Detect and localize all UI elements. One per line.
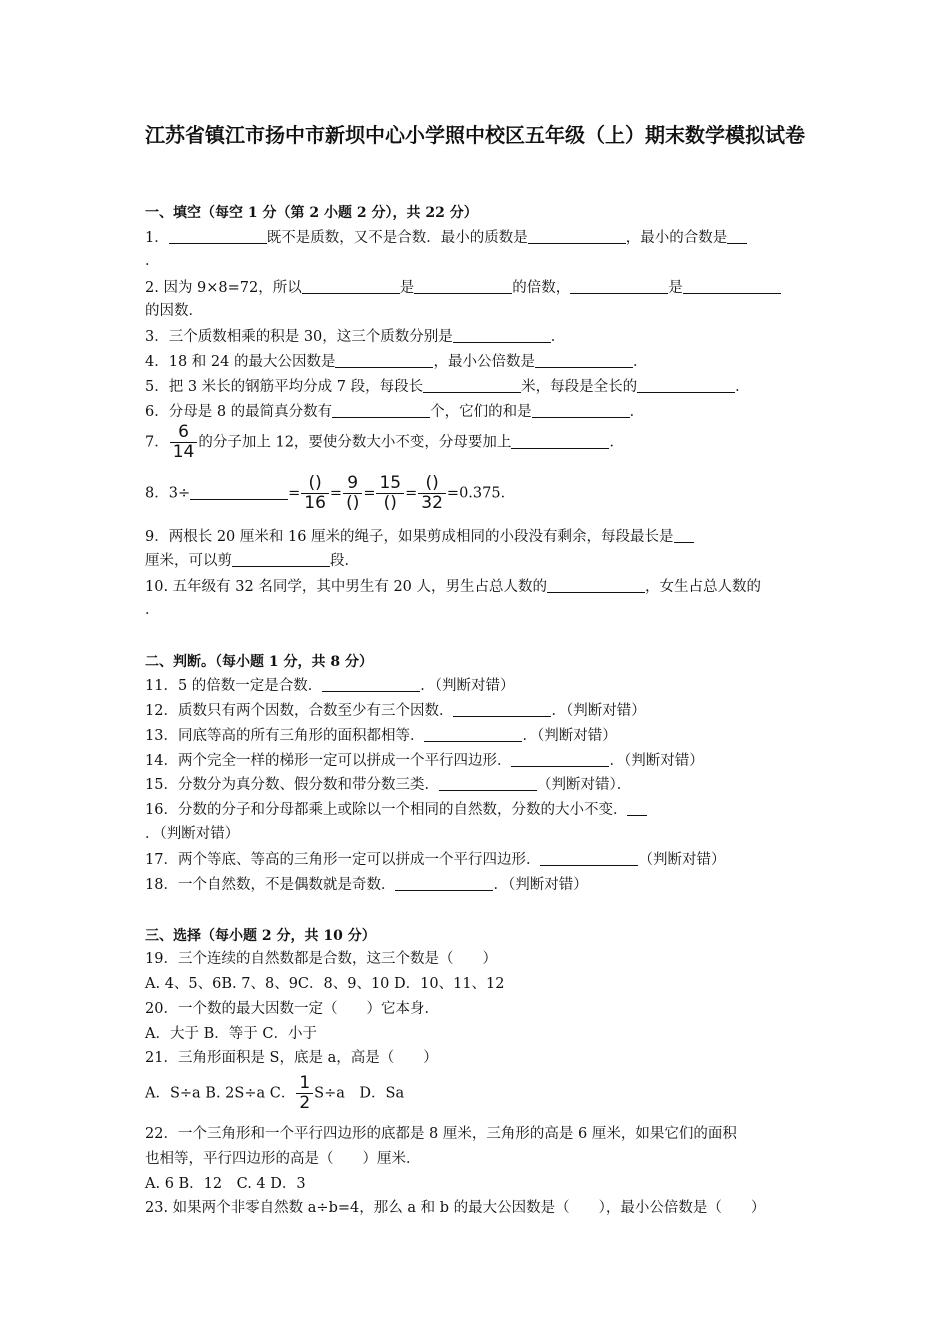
question-22-options[interactable]: A. 6 B．12 C. 4 D．3 [145, 1176, 306, 1192]
question-20: 20．一个数的最大因数一定（ ）它本身． [145, 1001, 439, 1017]
answer-blank[interactable] [190, 484, 288, 500]
question-9-cont: 厘米，可以剪 段． [145, 553, 359, 569]
section-heading-judge: 二、判断。（每小题 1 分，共 8 分） [145, 654, 373, 670]
answer-blank[interactable] [683, 278, 781, 294]
question-21-options[interactable]: A．S÷a B. 2S÷a C． $\frac{1}{2}$ S÷a D．Sa [145, 1073, 405, 1113]
question-2-end: 的因数． [145, 303, 203, 319]
answer-blank[interactable] [395, 875, 493, 891]
answer-blank[interactable] [302, 278, 400, 294]
question-3: 3．三个质数相乘的积是 30，这三个质数分别是 ． [145, 329, 566, 345]
question-15: 15．分数分为真分数、假分数和带分数三类． （判断对错）． [145, 777, 632, 793]
fraction: $\frac{()}{32}$ [418, 474, 446, 513]
fraction: $\frac{6}{14}$ [170, 423, 198, 462]
fraction: $\frac{9}{()}$ [343, 474, 362, 513]
answer-blank[interactable] [547, 577, 645, 593]
question-2: 2. 因为 9×8=72，所以 是 的倍数， 是 [145, 278, 781, 297]
exam-title: 江苏省镇江市扬中市新坝中心小学照中校区五年级（上）期末数学模拟试卷 [145, 123, 805, 147]
fraction: $\frac{()}{16}$ [301, 474, 329, 513]
question-10: 10. 五年级有 32 名同学，其中男生有 20 人，男生占总人数的 ，女生占总人数的 [145, 579, 762, 595]
answer-blank[interactable] [169, 228, 267, 244]
answer-blank[interactable] [540, 850, 638, 866]
question-10-end: ． [145, 602, 160, 618]
question-9: 9．两根长 20 厘米和 16 厘米的绳子，如果剪成相同的小段没有剩余，每段最长是 [145, 527, 694, 546]
answer-blank[interactable] [423, 377, 521, 393]
question-22: 22．一个三角形和一个平行四边形的底都是 8 厘米，三角形的高是 6 厘米，如果它们的面积 [145, 1126, 737, 1142]
question-5: 5．把 3 米长的钢筋平均分成 7 段，每段长 米，每段是全长的 ． [145, 379, 750, 395]
answer-blank[interactable] [528, 228, 626, 244]
answer-blank[interactable] [332, 402, 430, 418]
answer-blank[interactable] [414, 278, 512, 294]
answer-blank[interactable] [511, 751, 609, 767]
question-12: 12．质数只有两个因数，合数至少有三个因数． ．（判断对错） [145, 703, 646, 719]
question-1: 1． 既不是质数，又不是合数．最小的质数是 ，最小的合数是 [145, 228, 747, 247]
fraction: $\frac{1}{2}$ [296, 1074, 313, 1113]
question-7: 7． $\frac{6}{14}$ 的分子加上 12，要使分数大小不变，分母要加上 ． [145, 422, 624, 462]
answer-blank[interactable] [335, 352, 433, 368]
question-6: 6．分母是 8 的最简真分数有 个，它们的和是 ． [145, 404, 645, 420]
question-17: 17．两个等底、等高的三角形一定可以拼成一个平行四边形． （判断对错） [145, 852, 726, 868]
answer-blank[interactable] [674, 527, 694, 543]
question-16-end: ．（判断对错） [145, 826, 240, 842]
question-19: 19．三个连续的自然数都是合数，这三个数是（ ） [145, 951, 497, 967]
question-21: 21．三角形面积是 S，底是 a，高是（ ） [145, 1050, 438, 1066]
answer-blank[interactable] [232, 551, 330, 567]
answer-blank[interactable] [570, 278, 668, 294]
answer-blank[interactable] [453, 701, 551, 717]
question-20-options[interactable]: A．大于 B．等于 C．小于 [145, 1026, 317, 1042]
section-heading-fill: 一、填空（每空 1 分（第 2 小题 2 分），共 22 分） [145, 205, 478, 221]
answer-blank[interactable] [453, 327, 551, 343]
answer-blank[interactable] [511, 433, 609, 449]
answer-blank[interactable] [637, 377, 735, 393]
answer-blank[interactable] [727, 228, 747, 244]
question-22-cont: 也相等，平行四边形的高是（ ）厘米． [145, 1151, 421, 1167]
answer-blank[interactable] [532, 402, 630, 418]
question-23: 23. 如果两个非零自然数 a÷b=4，那么 a 和 b 的最大公因数是（ ），最小公倍数是（ ） [145, 1200, 766, 1216]
question-18: 18．一个自然数，不是偶数就是奇数． ．（判断对错） [145, 877, 588, 893]
question-8: 8．3÷ = $\frac{()}{16}$ = $\frac{9}{()}$ = $\frac{15}{()}$ = $\frac{()}{32}$ =0.375． [145, 473, 516, 513]
answer-blank[interactable] [424, 726, 522, 742]
question-19-options[interactable]: A. 4、5、6B. 7、8、9C．8、9、10 D．10、11、12 [145, 976, 505, 992]
question-4: 4．18 和 24 的最大公因数是 ，最小公倍数是 ． [145, 354, 648, 370]
answer-blank[interactable] [535, 352, 633, 368]
section-heading-choice: 三、选择（每小题 2 分，共 10 分） [145, 928, 376, 944]
answer-blank[interactable] [439, 775, 537, 791]
question-13: 13．同底等高的所有三角形的面积都相等． ．（判断对错） [145, 728, 617, 744]
answer-blank[interactable] [322, 676, 420, 692]
question-11: 11．5 的倍数一定是合数． ．（判断对错） [145, 678, 515, 694]
answer-blank[interactable] [627, 800, 647, 816]
question-14: 14．两个完全一样的梯形一定可以拼成一个平行四边形． ．（判断对错） [145, 753, 704, 769]
fraction: $\frac{15}{()}$ [376, 474, 404, 513]
question-1-end: ． [145, 253, 160, 269]
question-16: 16．分数的分子和分母都乘上或除以一个相同的自然数，分数的大小不变． [145, 800, 647, 819]
